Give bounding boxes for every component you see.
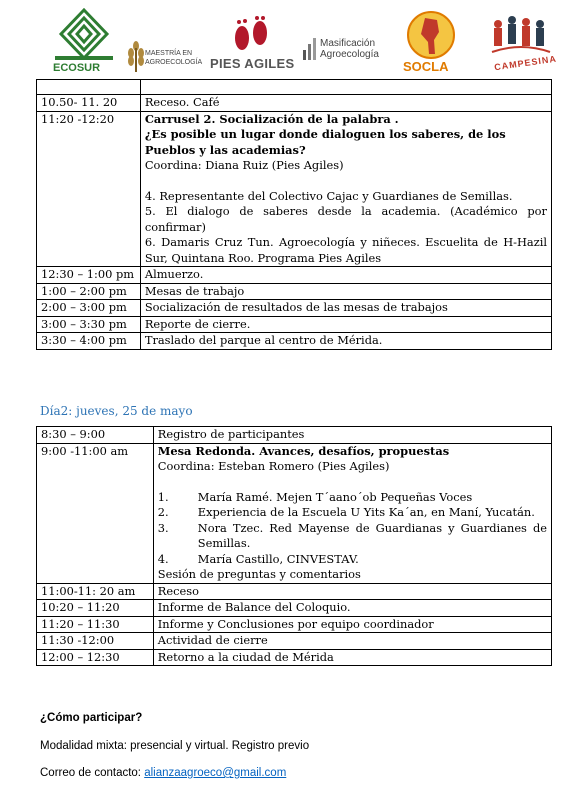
table-row <box>37 583 552 600</box>
list-number: 4. <box>157 551 169 566</box>
list-item <box>158 521 547 552</box>
time-cell: 3:00 – 3:30 pm <box>37 316 141 333</box>
logo-banner <box>0 0 577 78</box>
list-item <box>158 505 547 521</box>
masificacion-label-1: Masificación <box>320 38 376 49</box>
desc-cell <box>140 80 551 95</box>
time-cell: 10:20 – 11:20 <box>37 600 154 617</box>
desc-cell <box>153 443 551 583</box>
table-row <box>37 316 552 333</box>
table-row <box>37 649 552 666</box>
time-cell: 11:00-11: 20 am <box>37 583 154 600</box>
list-number: 1. <box>157 489 169 504</box>
maestria-label-1: MAESTRÍA EN <box>145 50 193 57</box>
time-cell: 10.50- 11. 20 <box>37 95 141 112</box>
desc-cell: Receso <box>153 583 551 600</box>
desc-cell: Actividad de cierre <box>153 633 551 650</box>
list-item: 5. El dialogo de saberes desde la academia. (Académico por confirmar) <box>144 204 547 234</box>
time-cell: 1:00 – 2:00 pm <box>37 283 141 300</box>
list-text: María Ramé. Mejen T´aano´ob Pequeñas Voces <box>197 489 473 504</box>
socla-label: SOCLA <box>403 59 449 74</box>
day2-heading: Día2: jueves, 25 de mayo <box>40 404 193 418</box>
day2-schedule-table <box>36 426 552 666</box>
via-campesina-label: CAMPESINA <box>493 53 558 73</box>
time-cell: 2:00 – 3:00 pm <box>37 300 141 317</box>
time-cell: 11:30 -12:00 <box>37 633 154 650</box>
socla-globe-icon <box>401 10 461 60</box>
table-row <box>37 616 552 633</box>
pies-agiles-label: PIES AGILES <box>210 56 295 71</box>
people-icon <box>488 12 554 58</box>
table-row <box>37 600 552 617</box>
list-number: 3. <box>157 520 169 535</box>
wheat-icon <box>125 40 147 72</box>
desc-cell: Traslado del parque al centro de Mérida. <box>140 333 551 350</box>
masificacion-label-2: Agroecología <box>320 49 379 60</box>
day1-schedule-table <box>36 79 552 350</box>
table-row <box>37 633 552 650</box>
list-item <box>158 552 547 568</box>
bars-icon <box>302 38 318 60</box>
time-cell: 12:30 – 1:00 pm <box>37 267 141 284</box>
time-cell: 3:30 – 4:00 pm <box>37 333 141 350</box>
table-row <box>37 267 552 284</box>
contact-line <box>40 767 286 779</box>
footprints-icon <box>229 16 273 54</box>
session-title: Mesa Redonda. Avances, desafíos, propuestas <box>157 443 450 458</box>
table-row <box>37 111 552 267</box>
time-cell <box>37 80 141 95</box>
list-item <box>158 490 547 506</box>
table-row <box>37 427 552 444</box>
participation-mode: Modalidad mixta: presencial y virtual. Registro previo <box>40 740 310 752</box>
pies-agiles-logo <box>210 16 295 74</box>
time-cell: 12:00 – 12:30 <box>37 649 154 666</box>
desc-cell: Informe y Conclusiones por equipo coordinador <box>153 616 551 633</box>
desc-cell: Registro de participantes <box>153 427 551 444</box>
desc-cell: Reporte de cierre. <box>140 316 551 333</box>
via-campesina-logo <box>486 12 560 76</box>
maestria-label-2: AGROECOLOGÍA <box>145 59 203 66</box>
masificacion-logo <box>302 36 392 66</box>
list-number: 2. <box>157 505 169 519</box>
time-cell: 9:00 -11:00 am <box>37 443 154 583</box>
table-row <box>37 300 552 317</box>
desc-cell: Informe de Balance del Coloquio. <box>153 600 551 617</box>
session-title: Carrusel 2. Socialización de la palabra . <box>144 111 399 126</box>
time-cell: 11:20 – 11:30 <box>37 616 154 633</box>
table-row <box>37 443 552 583</box>
desc-cell: Almuerzo. <box>140 267 551 284</box>
session-coordinator: Coordina: Diana Ruiz (Pies Agiles) <box>144 158 344 172</box>
maestria-logo <box>125 40 210 74</box>
session-closing: Sesión de preguntas y comentarios <box>157 567 361 581</box>
list-text: Experiencia de la Escuela U Yits Ka´an, en Maní, Yucatán. <box>197 505 535 519</box>
desc-cell: Retorno a la ciudad de Mérida <box>153 649 551 666</box>
time-cell: 8:30 – 9:00 <box>37 427 154 444</box>
session-subtitle: ¿Es posible un lugar donde dialoguen los saberes, de los Pueblos y las academias? <box>144 127 506 157</box>
desc-cell: Receso. Café <box>140 95 551 112</box>
ecosur-emblem-icon <box>47 8 121 64</box>
list-text: María Castillo, CINVESTAV. <box>197 551 359 566</box>
list-item: 6. Damaris Cruz Tun. Agroecología y niñeces. Escuelita de H-Hazil Sur, Quintana Roo. Programa Pies Agiles <box>144 235 547 265</box>
ecosur-label: ECOSUR <box>53 62 101 74</box>
socla-logo <box>400 10 462 74</box>
table-row <box>37 283 552 300</box>
desc-cell: Socialización de resultados de las mesas de trabajos <box>140 300 551 317</box>
session-coordinator: Coordina: Esteban Romero (Pies Agiles) <box>157 459 390 473</box>
desc-cell <box>140 111 551 267</box>
ecosur-logo <box>47 8 121 76</box>
list-text: Nora Tzec. Red Mayense de Guardianas y Guardianes de Semillas. <box>197 520 547 550</box>
contact-label: Correo de contacto: <box>40 767 145 779</box>
table-row <box>37 80 552 95</box>
time-cell: 11:20 -12:20 <box>37 111 141 267</box>
participate-heading: ¿Cómo participar? <box>40 712 143 724</box>
table-row <box>37 95 552 112</box>
list-item: 4. Representante del Colectivo Cajac y Guardianes de Semillas. <box>144 188 513 203</box>
contact-email-link[interactable]: alianzaagroeco@gmail.com <box>144 767 287 779</box>
table-row <box>37 333 552 350</box>
desc-cell: Mesas de trabajo <box>140 283 551 300</box>
